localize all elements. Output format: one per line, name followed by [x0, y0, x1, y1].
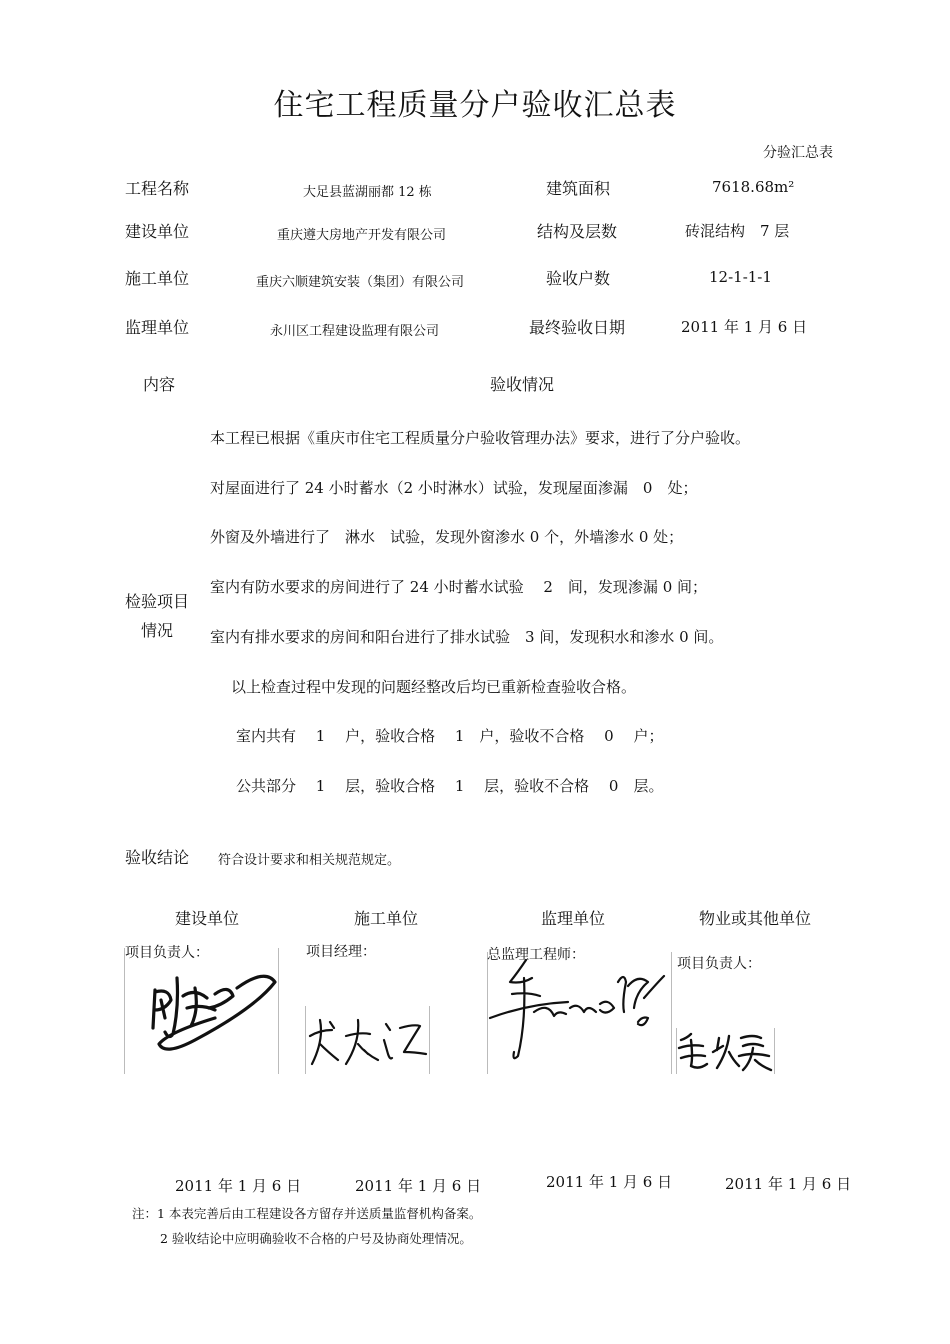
sig-org-contractor: 施工单位: [354, 909, 419, 928]
sig-date-supervisor: 2011 年 1 月 6 日: [546, 1173, 673, 1191]
content-header: 内容: [143, 375, 176, 394]
area-value: 7618.68m²: [712, 178, 795, 196]
project-name-value: 大足县蓝湖丽都 12 栋: [303, 185, 432, 200]
inspection-line-3: 外窗及外墙进行了 淋水 试验，发现外窗渗水 0 个，外墙渗水 0 处；: [210, 528, 684, 546]
contractor-label: 施工单位: [125, 269, 190, 288]
sig-role-property: 项目负责人：: [677, 956, 761, 972]
sig-role-contractor: 项目经理：: [306, 944, 376, 960]
supervisor-label: 监理单位: [125, 318, 190, 337]
sig-date-contractor: 2011 年 1 月 6 日: [355, 1177, 482, 1195]
builder-value: 重庆遵大房地产开发有限公司: [277, 228, 447, 243]
inspection-line-6: 以上检查过程中发现的问题经整改后均已重新检查验收合格。: [231, 678, 637, 696]
form-code: 分验汇总表: [763, 145, 833, 161]
sig-org-supervisor: 监理单位: [541, 909, 606, 928]
inspection-label-1: 检验项目: [125, 592, 190, 611]
signature-contractor-drawing: [306, 1006, 429, 1074]
page-title: 住宅工程质量分户验收汇总表: [273, 88, 677, 123]
inspection-line-1: 本工程已根据《重庆市住宅工程质量分户验收管理办法》要求，进行了分户验收。: [210, 429, 751, 447]
project-name-label: 工程名称: [125, 179, 190, 198]
inspection-line-4: 室内有防水要求的房间进行了 24 小时蓄水试验 2 间，发现渗漏 0 间；: [210, 578, 708, 596]
sig-date-property: 2011 年 1 月 6 日: [725, 1175, 852, 1193]
signature-builder: [124, 948, 279, 1074]
structure-label: 结构及层数: [537, 222, 618, 241]
note-1: 注：1 本表完善后由工程建设各方留存并送质量监督机构备案。: [132, 1206, 482, 1221]
signature-supervisor-drawing: [488, 952, 671, 1074]
final-date-label: 最终验收日期: [529, 318, 626, 337]
note-2: 2 验收结论中应明确验收不合格的户号及协商处理情况。: [160, 1231, 472, 1246]
inspection-line-7: 室内共有 1 户，验收合格 1 户，验收不合格 0 户；: [236, 727, 664, 745]
structure-value: 砖混结构 7 层: [685, 222, 790, 240]
conclusion-text: 符合设计要求和相关规范规定。: [218, 853, 401, 868]
supervisor-value: 永川区工程建设监理有限公司: [270, 324, 440, 339]
units-label: 验收户数: [546, 269, 611, 288]
units-value: 12-1-1-1: [709, 268, 772, 286]
sig-role-builder: 项目负责人：: [125, 945, 209, 961]
inspection-label-2: 情况: [141, 621, 174, 640]
sig-org-builder: 建设单位: [175, 909, 240, 928]
builder-label: 建设单位: [125, 222, 190, 241]
status-header: 验收情况: [490, 375, 555, 394]
signature-supervisor: [487, 952, 672, 1074]
contractor-value: 重庆六顺建筑安装（集团）有限公司: [256, 275, 465, 290]
signature-property: [676, 1028, 775, 1074]
inspection-line-2: 对屋面进行了 24 小时蓄水（2 小时淋水）试验，发现屋面渗漏 0 处；: [210, 479, 698, 497]
sig-date-builder: 2011 年 1 月 6 日: [175, 1177, 302, 1195]
signature-contractor: [305, 1006, 430, 1074]
inspection-line-8: 公共部分 1 层，验收合格 1 层，验收不合格 0 层。: [236, 777, 664, 795]
final-date-value: 2011 年 1 月 6 日: [681, 318, 808, 336]
conclusion-label: 验收结论: [125, 848, 190, 867]
inspection-line-5: 室内有排水要求的房间和阳台进行了排水试验 3 间，发现积水和渗水 0 间。: [210, 628, 724, 646]
sig-role-supervisor: 总监理工程师：: [487, 947, 585, 963]
signature-property-drawing: [677, 1028, 774, 1074]
signature-builder-drawing: [125, 948, 278, 1074]
sig-org-property: 物业或其他单位: [699, 909, 812, 928]
area-label: 建筑面积: [546, 179, 611, 198]
